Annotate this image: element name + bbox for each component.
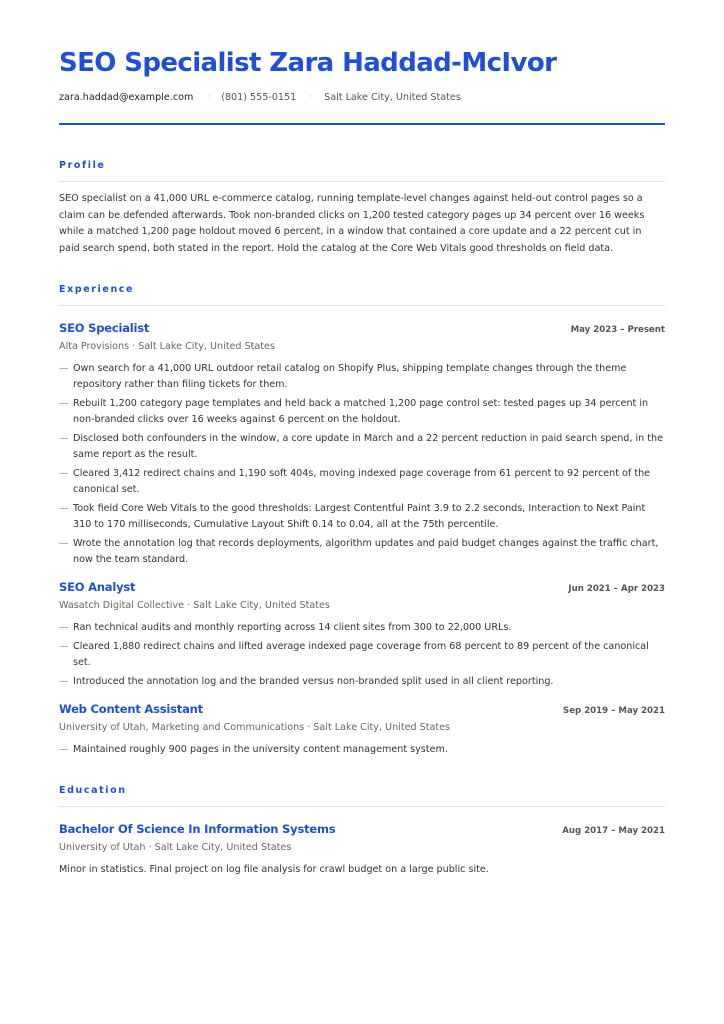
email-link[interactable]: zara.haddad@example.com — [59, 91, 194, 103]
bullet-item: — Disclosed both confounders in the window, a core update in March and a 22 percent reduction in paid search spend, in the same report as the result. — [59, 433, 664, 460]
section-title-experience: Experience — [59, 284, 135, 295]
job-dates: May 2023 – Present — [570, 325, 665, 335]
job-entry — [59, 580, 665, 690]
location: Salt Lake City, United States — [324, 91, 461, 103]
bullet-item: — Own search for a 41,000 URL outdoor retail catalog on Shopify Plus, shipping template changes through the theme repository rather than filing tickets for them. — [59, 363, 627, 390]
bullet-item: — Maintained roughly 900 pages in the university content management system. — [59, 742, 665, 758]
contact-row — [59, 90, 665, 104]
bullet-dash: — — [59, 744, 69, 755]
job-bullets — [59, 620, 665, 690]
job-organization: Alta Provisions · Salt Lake City, United States — [59, 341, 275, 352]
education-dates: Aug 2017 – May 2021 — [562, 826, 665, 836]
header-divider — [59, 123, 665, 125]
job-organization: Wasatch Digital Collective · Salt Lake City, United States — [59, 600, 330, 611]
job-dates: Jun 2021 – Apr 2023 — [568, 584, 665, 594]
job-bullets — [59, 742, 665, 758]
bullet-dash: — — [59, 641, 69, 652]
experience-section — [59, 283, 665, 758]
job-title: Web Content Assistant — [59, 702, 203, 716]
section-title-education: Education — [59, 785, 127, 796]
education-entry — [59, 822, 665, 877]
job-dates: Sep 2019 – May 2021 — [563, 706, 665, 716]
bullet-dash: — — [59, 622, 69, 633]
education-note: Minor in statistics. Final project on log file analysis for crawl budget on a large public site. — [59, 864, 489, 875]
bullet-dash: — — [59, 503, 69, 514]
section-divider — [59, 806, 665, 807]
section-divider — [59, 305, 665, 306]
bullet-item: — Introduced the annotation log and the branded versus non-branded split used in all client reporting. — [59, 674, 665, 690]
degree-title: Bachelor Of Science In Information Systems — [59, 822, 336, 836]
profile-section — [59, 159, 665, 257]
section-title-profile: Profile — [59, 160, 106, 171]
education-header — [59, 822, 665, 838]
phone-number: (801) 555-0151 — [221, 91, 297, 103]
profile-summary: SEO specialist on a 41,000 URL e-commerce catalog, running template-level changes against held-out control pages so a claim can be defended afterwards. Took non-branded clicks on 1,200 tested category pages up 34 percent over 16 weeks while a matched 1,200 page holdout moved 6 percent, in a window that contained a core update and a 22 percent cut in paid search spend, both stated in the report. Hold the catalog at the Core Web Vitals good thresholds on field data. — [59, 193, 645, 254]
candidate-name: SEO Specialist Zara Haddad-McIvor — [59, 48, 557, 78]
bullet-dash: — — [59, 363, 69, 374]
job-entry — [59, 702, 665, 758]
job-header — [59, 321, 665, 337]
job-entry — [59, 321, 665, 568]
section-divider — [59, 181, 665, 182]
job-bullets — [59, 361, 665, 568]
education-section — [59, 784, 665, 877]
bullet-item: — Wrote the annotation log that records deployments, algorithm updates and paid budget changes against the traffic chart, now the team standard. — [59, 538, 659, 565]
bullet-dash: — — [59, 468, 69, 479]
separator-dot: · — [310, 92, 314, 102]
job-title: SEO Specialist — [59, 321, 150, 335]
bullet-item: — Rebuilt 1,200 category page templates and held back a matched 1,200 page control set: tested pages up 34 percent in non-branded clicks over 16 weeks against 6 percent on the holdout. — [59, 398, 649, 425]
bullet-dash: — — [59, 433, 69, 444]
job-header — [59, 580, 665, 596]
education-organization: University of Utah · Salt Lake City, United States — [59, 842, 292, 853]
bullet-item: — Cleared 1,880 redirect chains and lifted average indexed page coverage from 68 percent to 89 percent of the canonical set. — [59, 641, 649, 668]
job-organization: University of Utah, Marketing and Communications · Salt Lake City, United States — [59, 722, 451, 733]
job-header — [59, 702, 665, 718]
separator-dot: · — [207, 92, 211, 102]
bullet-item: — Ran technical audits and monthly reporting across 14 client sites from 300 to 22,000 URLs. — [59, 620, 665, 636]
job-title: SEO Analyst — [59, 580, 136, 594]
bullet-dash: — — [59, 538, 69, 549]
bullet-dash: — — [59, 398, 69, 409]
bullet-item: — Took field Core Web Vitals to the good thresholds: Largest Contentful Paint 3.9 to 2.2 seconds, Interaction to Next Paint 310 to 170 milliseconds, Cumulative Layout Shift 0.14 to 0.04, all at the 75th percentile. — [59, 503, 646, 530]
bullet-dash: — — [59, 676, 69, 687]
bullet-item: — Cleared 3,412 redirect chains and 1,190 soft 404s, moving indexed page coverage from 61 percent to 92 percent of the canonical set. — [59, 468, 651, 495]
